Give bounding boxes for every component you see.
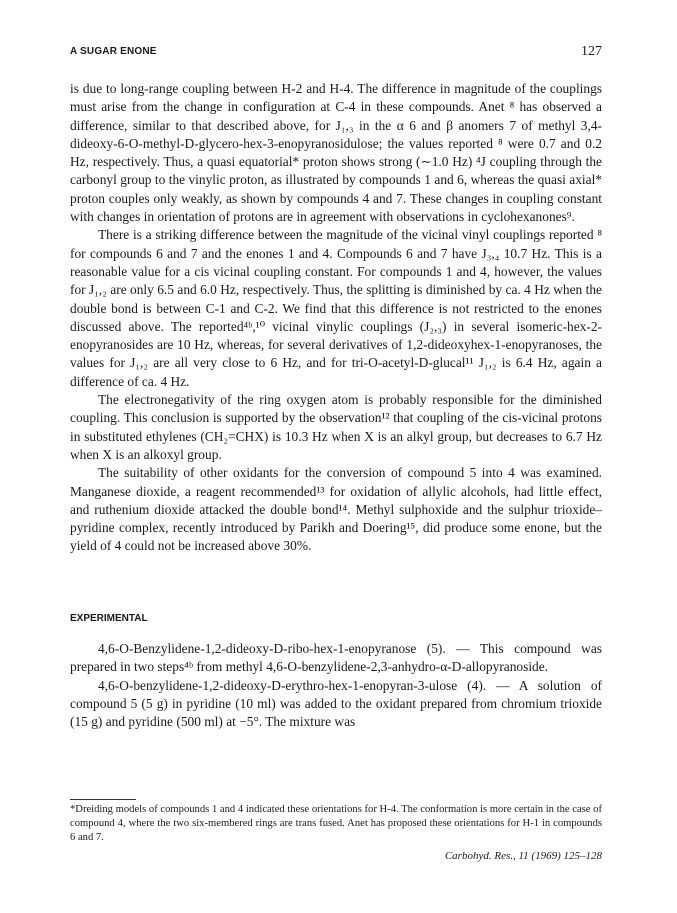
- journal-reference: Carbohyd. Res., 11 (1969) 125–128: [444, 850, 602, 862]
- paragraph-coupling: is due to long-range coupling between H-2 and H-4. The difference in magnitude of the couplings must arise from the change in configuration at C-4 in these compounds. Anet ⁸ has observed a difference, similar to that described above, for J₁,₃ in the α 6 and β anomers 7 of methyl 3,4-dideoxy-6-O-methyl-D-glycero-hex-3-enopyranosidulose; the values reported ⁸ were 0.7 and 0.2 Hz, respectively. Thus, a quasi equatorial* proton shows strong (∼1.0 Hz) ⁴J coupling through the carbonyl group to the vinylic proton, as illustrated by compounds 1 and 6, whereas the quasi axial* proton couples only weakly, as shown by compounds 4 and 7. These changes in coupling constant with changes in orientation of protons are in agreement with observations in cyclohexanones⁹.: [70, 81, 602, 225]
- paragraph-electronegativity: The electronegativity of the ring oxygen atom is probably responsible for the diminished coupling. This conclusion is supported by the observation¹² that coupling of the cis-vicinal protons in substituted ethylenes (CH₂=CHX) is 10.3 Hz when X is an alkyl group, but decreases to 6.7 Hz when X is an alkoxyl group.: [70, 392, 602, 462]
- paragraph-compound-5: 4,6-O-Benzylidene-1,2-dideoxy-D-ribo-hex-1-enopyranose (5). — This compound was prepared in two steps⁴ᵇ from methyl 4,6-O-benzylidene-2,3-anhydro-α-D-allopyranoside.: [70, 641, 602, 675]
- experimental-text: [70, 640, 602, 731]
- section-heading-experimental: EXPERIMENTAL: [70, 613, 148, 624]
- paragraph-compound-4: 4,6-O-benzylidene-1,2-dideoxy-D-erythro-hex-1-enopyran-3-ulose (4). — A solution of compound 5 (5 g) in pyridine (10 ml) was added to the oxidant prepared from chromium trioxide (15 g) and pyridine (500 ml) at −5°. The mixture was: [70, 677, 602, 730]
- page-header: [70, 44, 602, 62]
- footnote: *Dreiding models of compounds 1 and 4 indicated these orientations for H-4. The conformation is more certain in the case of compound 4, where the two six-membered rings are trans fused. Anet has proposed these orientations for H-1 in compounds 6 and 7.: [70, 804, 602, 843]
- footnote-rule: [70, 799, 136, 800]
- page-number: 127: [581, 44, 602, 59]
- running-head: A SUGAR ENONE: [70, 46, 157, 57]
- paragraph-oxidants: The suitability of other oxidants for the conversion of compound 5 into 4 was examined. Manganese dioxide, a reagent recommended¹³ for oxidation of allylic alcohols, had little effect, and ruthenium dioxide attacked the double bond¹⁴. Methyl sulphoxide and the sulphur trioxide–pyridine complex, recently introduced by Parikh and Doering¹⁵, did produce some enone, but the yield of 4 could not be increased above 30%.: [70, 465, 602, 554]
- paragraph-vicinal-couplings: There is a striking difference between the magnitude of the vicinal vinyl couplings reported ⁸ for compounds 6 and 7 and the enones 1 and 4. Compounds 6 and 7 have J₃,₄ 10.7 Hz. This is a reasonable value for a cis vicinal coupling constant. For compounds 1 and 4, however, the values for J₁,₂ are only 6.5 and 6.0 Hz, respectively. Thus, the splitting is diminished by ca. 4 Hz when the double bond is between C-1 and C-2. We find that this difference is not restricted to the enones discussed above. The reported⁴ᵇ,¹⁰ vicinal vinylic couplings (J₂,₃) in several isomeric-hex-2-enopyranosides are 10 Hz, whereas, for several derivatives of 1,2-dideoxyhex-1-enopyranoses, the values for J₁,₂ are all very close to 6 Hz, and for tri-O-acetyl-D-glucal¹¹ J₁,₂ is 6.4 Hz, again a difference of ca. 4 Hz.: [70, 227, 602, 389]
- body-text: [70, 80, 602, 556]
